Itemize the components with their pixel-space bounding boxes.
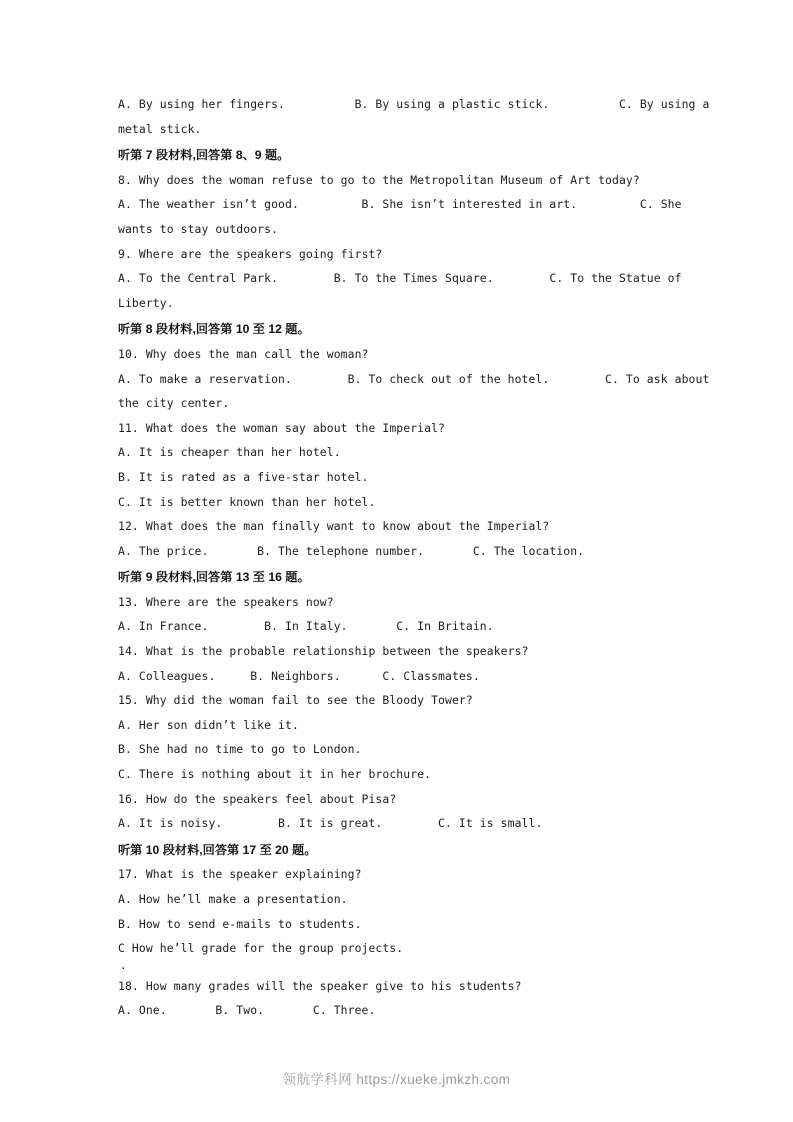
text-line: C. It is better known than her hotel. bbox=[118, 494, 376, 509]
text-line: 15. Why did the woman fail to see the Bloody Tower? bbox=[118, 693, 473, 708]
text-line: 8. Why does the woman refuse to go to the Metropolitan Museum of Art today? bbox=[118, 172, 640, 187]
text-line: A. How he’ll make a presentation. bbox=[118, 892, 348, 906]
section-heading: 听第 8 段材料,回答第 10 至 12 题。 bbox=[118, 322, 310, 337]
text-line: 18. How many grades will the speaker give to his students? bbox=[118, 978, 522, 993]
text-line: 17. What is the speaker explaining? bbox=[118, 867, 362, 882]
section-heading: 听第 10 段材料,回答第 17 至 20 题。 bbox=[118, 842, 317, 857]
text-line: Liberty. bbox=[118, 295, 174, 310]
text-line: C How he’ll grade for the group projects. bbox=[118, 941, 404, 956]
section-heading: 听第 9 段材料,回答第 13 至 16 题。 bbox=[118, 570, 310, 585]
text-line: A. Colleagues. B. Neighbors. C. Classmates. bbox=[118, 668, 480, 683]
text-line: A. To the Central Park. B. To the Times Square. C. To the Statue of bbox=[118, 271, 682, 286]
question-list bbox=[118, 92, 710, 1023]
text-line: A. To make a reservation. B. To check out of the hotel. C. To ask about bbox=[118, 371, 710, 386]
text-line: A. The price. B. The telephone number. C. The location. bbox=[118, 543, 585, 558]
text-line: A. In France. B. In Italy. C. In Britain. bbox=[118, 619, 494, 634]
text-line: A. The weather isn’t good. B. She isn’t interested in art. C. She bbox=[118, 197, 682, 212]
text-line: the city center. bbox=[118, 396, 230, 411]
text-line: A. By using her fingers. B. By using a plastic stick. C. By using a bbox=[118, 97, 710, 111]
section-heading: 听第 7 段材料,回答第 8、9 题。 bbox=[118, 148, 290, 163]
text-line: 13. Where are the speakers now? bbox=[118, 594, 334, 609]
text-line: wants to stay outdoors. bbox=[118, 221, 279, 236]
text-line: metal stick. bbox=[118, 121, 202, 136]
stray-mark: . bbox=[120, 958, 127, 972]
text-line: 11. What does the woman say about the Imperial? bbox=[118, 420, 446, 435]
watermark: 领航学科网 https://xueke.jmkzh.com bbox=[282, 1072, 511, 1087]
text-line: B. It is rated as a five-star hotel. bbox=[118, 469, 369, 484]
text-line: A. Her son didn’t like it. bbox=[118, 717, 299, 732]
text-line: A. It is noisy. B. It is great. C. It is small. bbox=[118, 816, 543, 831]
text-line: A. It is cheaper than her hotel. bbox=[118, 445, 341, 460]
text-line: B. She had no time to go to London. bbox=[118, 742, 362, 757]
text-line: 10. Why does the man call the woman? bbox=[118, 346, 369, 361]
text-line: B. How to send e-mails to students. bbox=[118, 916, 362, 931]
text-line: A. One. B. Two. C. Three. bbox=[118, 1003, 376, 1018]
text-line: C. There is nothing about it in her brochure. bbox=[118, 767, 432, 782]
text-line: 9. Where are the speakers going first? bbox=[118, 246, 383, 261]
text-line: 16. How do the speakers feel about Pisa? bbox=[118, 791, 397, 806]
text-line: 12. What does the man finally want to know about the Imperial? bbox=[118, 519, 550, 534]
text-line: 14. What is the probable relationship between the speakers? bbox=[118, 644, 529, 659]
